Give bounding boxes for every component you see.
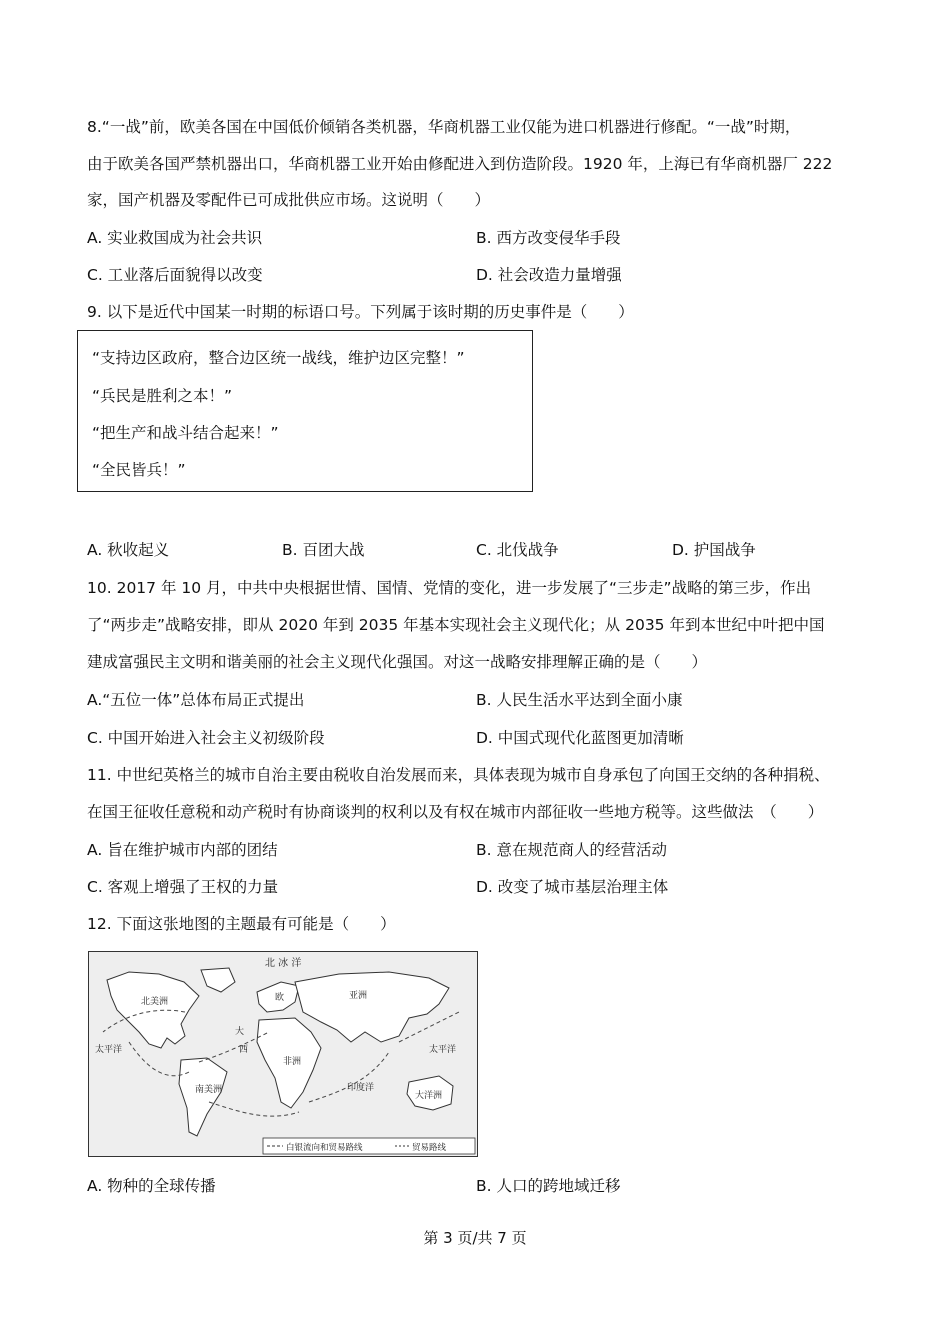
- q9-option-d: D. 护国战争: [672, 541, 756, 559]
- q8-stem-line-1: 8.“一战”前，欧美各国在中国低价倾销各类机器，华商机器工业仅能为进口机器进行修配。“一战”时期，: [87, 118, 801, 136]
- q12-option-a: A. 物种的全球传播: [87, 1177, 216, 1195]
- label-indian-ocean: 印度洋: [347, 1083, 375, 1093]
- q8-option-c: C. 工业落后面貌得以改变: [87, 266, 263, 284]
- label-atlantic-west: 西: [239, 1045, 249, 1055]
- q12-stem: 12. 下面这张地图的主题最有可能是（ ）: [87, 915, 396, 933]
- q9-slogan-box: [77, 330, 533, 492]
- label-pacific-west: 太平洋: [95, 1045, 123, 1055]
- q9-slogan-3: “把生产和战斗结合起来！”: [92, 424, 279, 442]
- label-pacific-east: 太平洋: [429, 1045, 457, 1055]
- q9-option-a: A. 秋收起义: [87, 541, 170, 559]
- label-south-america: 南美洲: [195, 1085, 223, 1095]
- q9-slogan-2: “兵民是胜利之本！”: [92, 387, 233, 405]
- q11-option-c: C. 客观上增强了王权的力量: [87, 878, 279, 896]
- q11-stem-line-1: 11. 中世纪英格兰的城市自治主要由税收自治发展而来，具体表现为城市自身承包了向国王交纳的各种捐税、: [87, 766, 830, 784]
- label-europe: 欧: [275, 993, 285, 1003]
- q10-option-c: C. 中国开始进入社会主义初级阶段: [87, 729, 325, 747]
- map-graphic: [89, 952, 478, 1157]
- label-arctic: 北 冰 洋: [265, 958, 302, 969]
- q8-option-d: D. 社会改造力量增强: [476, 266, 622, 284]
- q9-option-c: C. 北伐战争: [476, 541, 559, 559]
- q8-stem-line-2: 由于欧美各国严禁机器出口，华商机器工业开始由修配进入到仿造阶段。1920 年，上海已有华商机器厂 222: [87, 155, 833, 173]
- q8-option-a: A. 实业救国成为社会共识: [87, 229, 263, 247]
- label-asia: 亚洲: [349, 991, 368, 1001]
- q11-stem-line-2: 在国王征收任意税和动产税时有协商谈判的权利以及有权在城市内部征收一些地方税等。这些做法 （ ）: [87, 803, 824, 821]
- page-footer: 第 3 页/共 7 页: [423, 1229, 527, 1247]
- world-trade-map: [88, 951, 478, 1157]
- q10-stem-line-2: 了“两步走”战略安排，即从 2020 年到 2035 年基本实现社会主义现代化；从 2035 年到本世纪中叶把中国: [87, 616, 825, 634]
- q10-option-b: B. 人民生活水平达到全面小康: [476, 691, 683, 709]
- legend-trade-label: 贸易路线: [412, 1143, 447, 1153]
- q8-option-b: B. 西方改变侵华手段: [476, 229, 621, 247]
- q12-option-b: B. 人口的跨地域迁移: [476, 1177, 621, 1195]
- label-oceania: 大洋洲: [415, 1091, 443, 1101]
- q10-option-a: A.“五位一体”总体布局正式提出: [87, 691, 305, 709]
- q10-option-d: D. 中国式现代化蓝图更加清晰: [476, 729, 684, 747]
- legend-silver-label: 白银流向和贸易路线: [286, 1143, 363, 1153]
- label-north-america: 北美洲: [141, 997, 169, 1007]
- q9-option-b: B. 百团大战: [282, 541, 365, 559]
- q9-slogan-1: “支持边区政府，整合边区统一战线，维护边区完整！”: [92, 349, 465, 367]
- q9-stem: 9. 以下是近代中国某一时期的标语口号。下列属于该时期的历史事件是（ ）: [87, 303, 634, 321]
- q11-option-d: D. 改变了城市基层治理主体: [476, 878, 669, 896]
- q8-stem-line-3: 家，国产机器及零配件已可成批供应市场。这说明（ ）: [87, 191, 491, 209]
- label-africa: 非洲: [283, 1057, 302, 1067]
- label-atlantic: 大: [235, 1027, 245, 1037]
- q11-option-a: A. 旨在维护城市内部的团结: [87, 841, 278, 859]
- q11-option-b: B. 意在规范商人的经营活动: [476, 841, 667, 859]
- q10-stem-line-1: 10. 2017 年 10 月，中共中央根据世情、国情、党情的变化，进一步发展了“三步走”战略的第三步，作出: [87, 579, 812, 597]
- q10-stem-line-3: 建成富强民主文明和谐美丽的社会主义现代化强国。对这一战略安排理解正确的是（ ）: [87, 653, 708, 671]
- q9-slogan-4: “全民皆兵！”: [92, 461, 186, 479]
